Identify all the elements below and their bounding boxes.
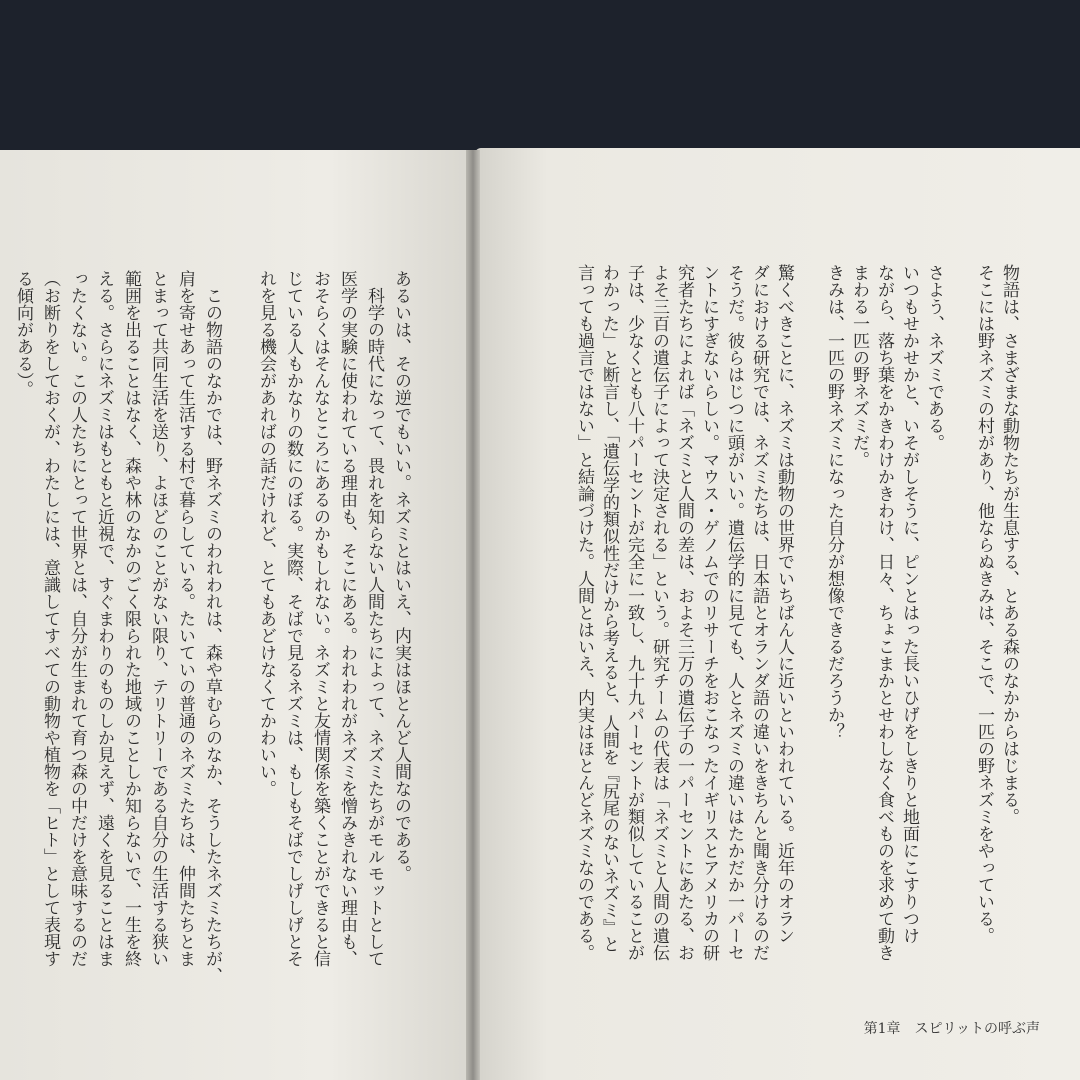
text-line: る傾向がある）。 (13, 270, 33, 398)
text-line: じている人もかなりの数にのぼる。実際、そばで見るネズミは、もしもそばでしげしげとそ (283, 270, 303, 967)
text-line: きみは、一匹の野ネズミになった自分が想像できるだろうか？ (824, 264, 844, 740)
text-line: 究者たちによれば「ネズミと人間の差は、およそ三万の遺伝子の一パーセントにあたる、お (674, 264, 694, 961)
text-line (949, 264, 968, 961)
text-line: ったくない。この人たちにとって世界とは、自分が生まれて育つ森の中だけを意味するのだ (67, 270, 87, 967)
text-line: れを見る機会があればの話だけれど、とてもあどけなくてかわいい。 (256, 270, 276, 797)
text-line: 科学の時代になって、畏れを知らない人間たちによって、ネズミたちがモルモットとして (364, 270, 384, 967)
text-line: あるいは、その逆でもいい。ネズミとはいえ、内実はほとんど人間なのである。 (391, 270, 411, 882)
text-line: よそ三百の遺伝子によって決定される」という。研究チームの代表は「ネズミと人間の遺伝 (649, 264, 669, 961)
text-line: ダにおける研究では、ネズミたちは、日本語とオランダ語の違いをきちんと聞き分けるのだ (749, 264, 769, 961)
text-line: この物語のなかでは、野ネズミのわれわれは、森や草むらのなか、そうしたネズミたちが、 (202, 270, 222, 984)
text-line: 子は、少なくとも八十パーセントが完全に一致し、九十九パーセントが類似していることが (624, 264, 644, 961)
text-line: （お断りをしておくが、わたしには、意識してすべての動物や植物を「ヒト」として表現す (40, 270, 60, 967)
text-line: わかった」と断言し、「遺伝学的類似性だけから考えると、人間を『尻尾のないネズミ』と (599, 264, 619, 953)
left-page-text (5, 270, 410, 984)
text-line: そうだ。彼らはじつに頭がいい。遺伝学的に見ても、人とネズミの違いはたかだか一パーセ (724, 264, 744, 961)
text-line: 医学の実験に使われている理由も、そこにある。われわれがネズミを憎みきれない理由も、 (337, 270, 357, 967)
text-line: まわる一匹の野ネズミだ。 (849, 264, 869, 468)
book-gutter (466, 150, 480, 1080)
text-line: ントにすぎないらしい。マウス・ゲノムでのリサーチをおこなったイギリスとアメリカの研 (699, 264, 719, 961)
running-footer: 第1章 スピリットの呼ぶ声 (863, 1021, 1040, 1037)
text-line: 言っても過言ではない」と結論づけた。人間とはいえ、内実はほとんどネズミなのである。 (574, 264, 594, 961)
text-line: さよう、ネズミである。 (924, 264, 944, 451)
text-line: そこには野ネズミの村があり、他ならぬきみは、そこで、一匹の野ネズミをやっている。 (974, 264, 994, 944)
text-line: 驚くべきことに、ネズミは動物の世界でいちばん人に近いといわれている。近年のオラン (774, 264, 794, 944)
right-page-text (568, 264, 1018, 961)
text-line: 物語は、さまざまな動物たちが生息する、とある森のなかからはじまる。 (999, 264, 1019, 825)
text-line: 範囲を出ることはなく、森や林のなかのごく限られた地域のことしか知らないで、一生を終 (121, 270, 141, 967)
text-line: とまって共同生活を送り、よほどのことがない限り、テリトリーである自分の生活する狭い (148, 270, 168, 967)
text-line: おそらくはそんなところにあるのかもしれない。ネズミと友情関係を築くことができると信 (310, 270, 330, 967)
text-line: える。さらにネズミはもともと近視で、すぐまわりのものしか見えず、遠くを見ることはま (94, 270, 114, 967)
text-line: ながら、落ち葉をかきわけかきわけ、日々、ちょこまかとせわしなく食べものを求めて動き (874, 264, 894, 961)
text-line (799, 264, 818, 961)
text-line: 肩を寄せあって生活する村で暮らしている。たいていの普通のネズミたちは、仲間たちとま (175, 270, 195, 967)
text-line: いつもせかせかと、いそがしそうに、ピンとはった長いひげをしきりと地面にこすりつけ (899, 264, 919, 944)
text-line (229, 270, 248, 984)
